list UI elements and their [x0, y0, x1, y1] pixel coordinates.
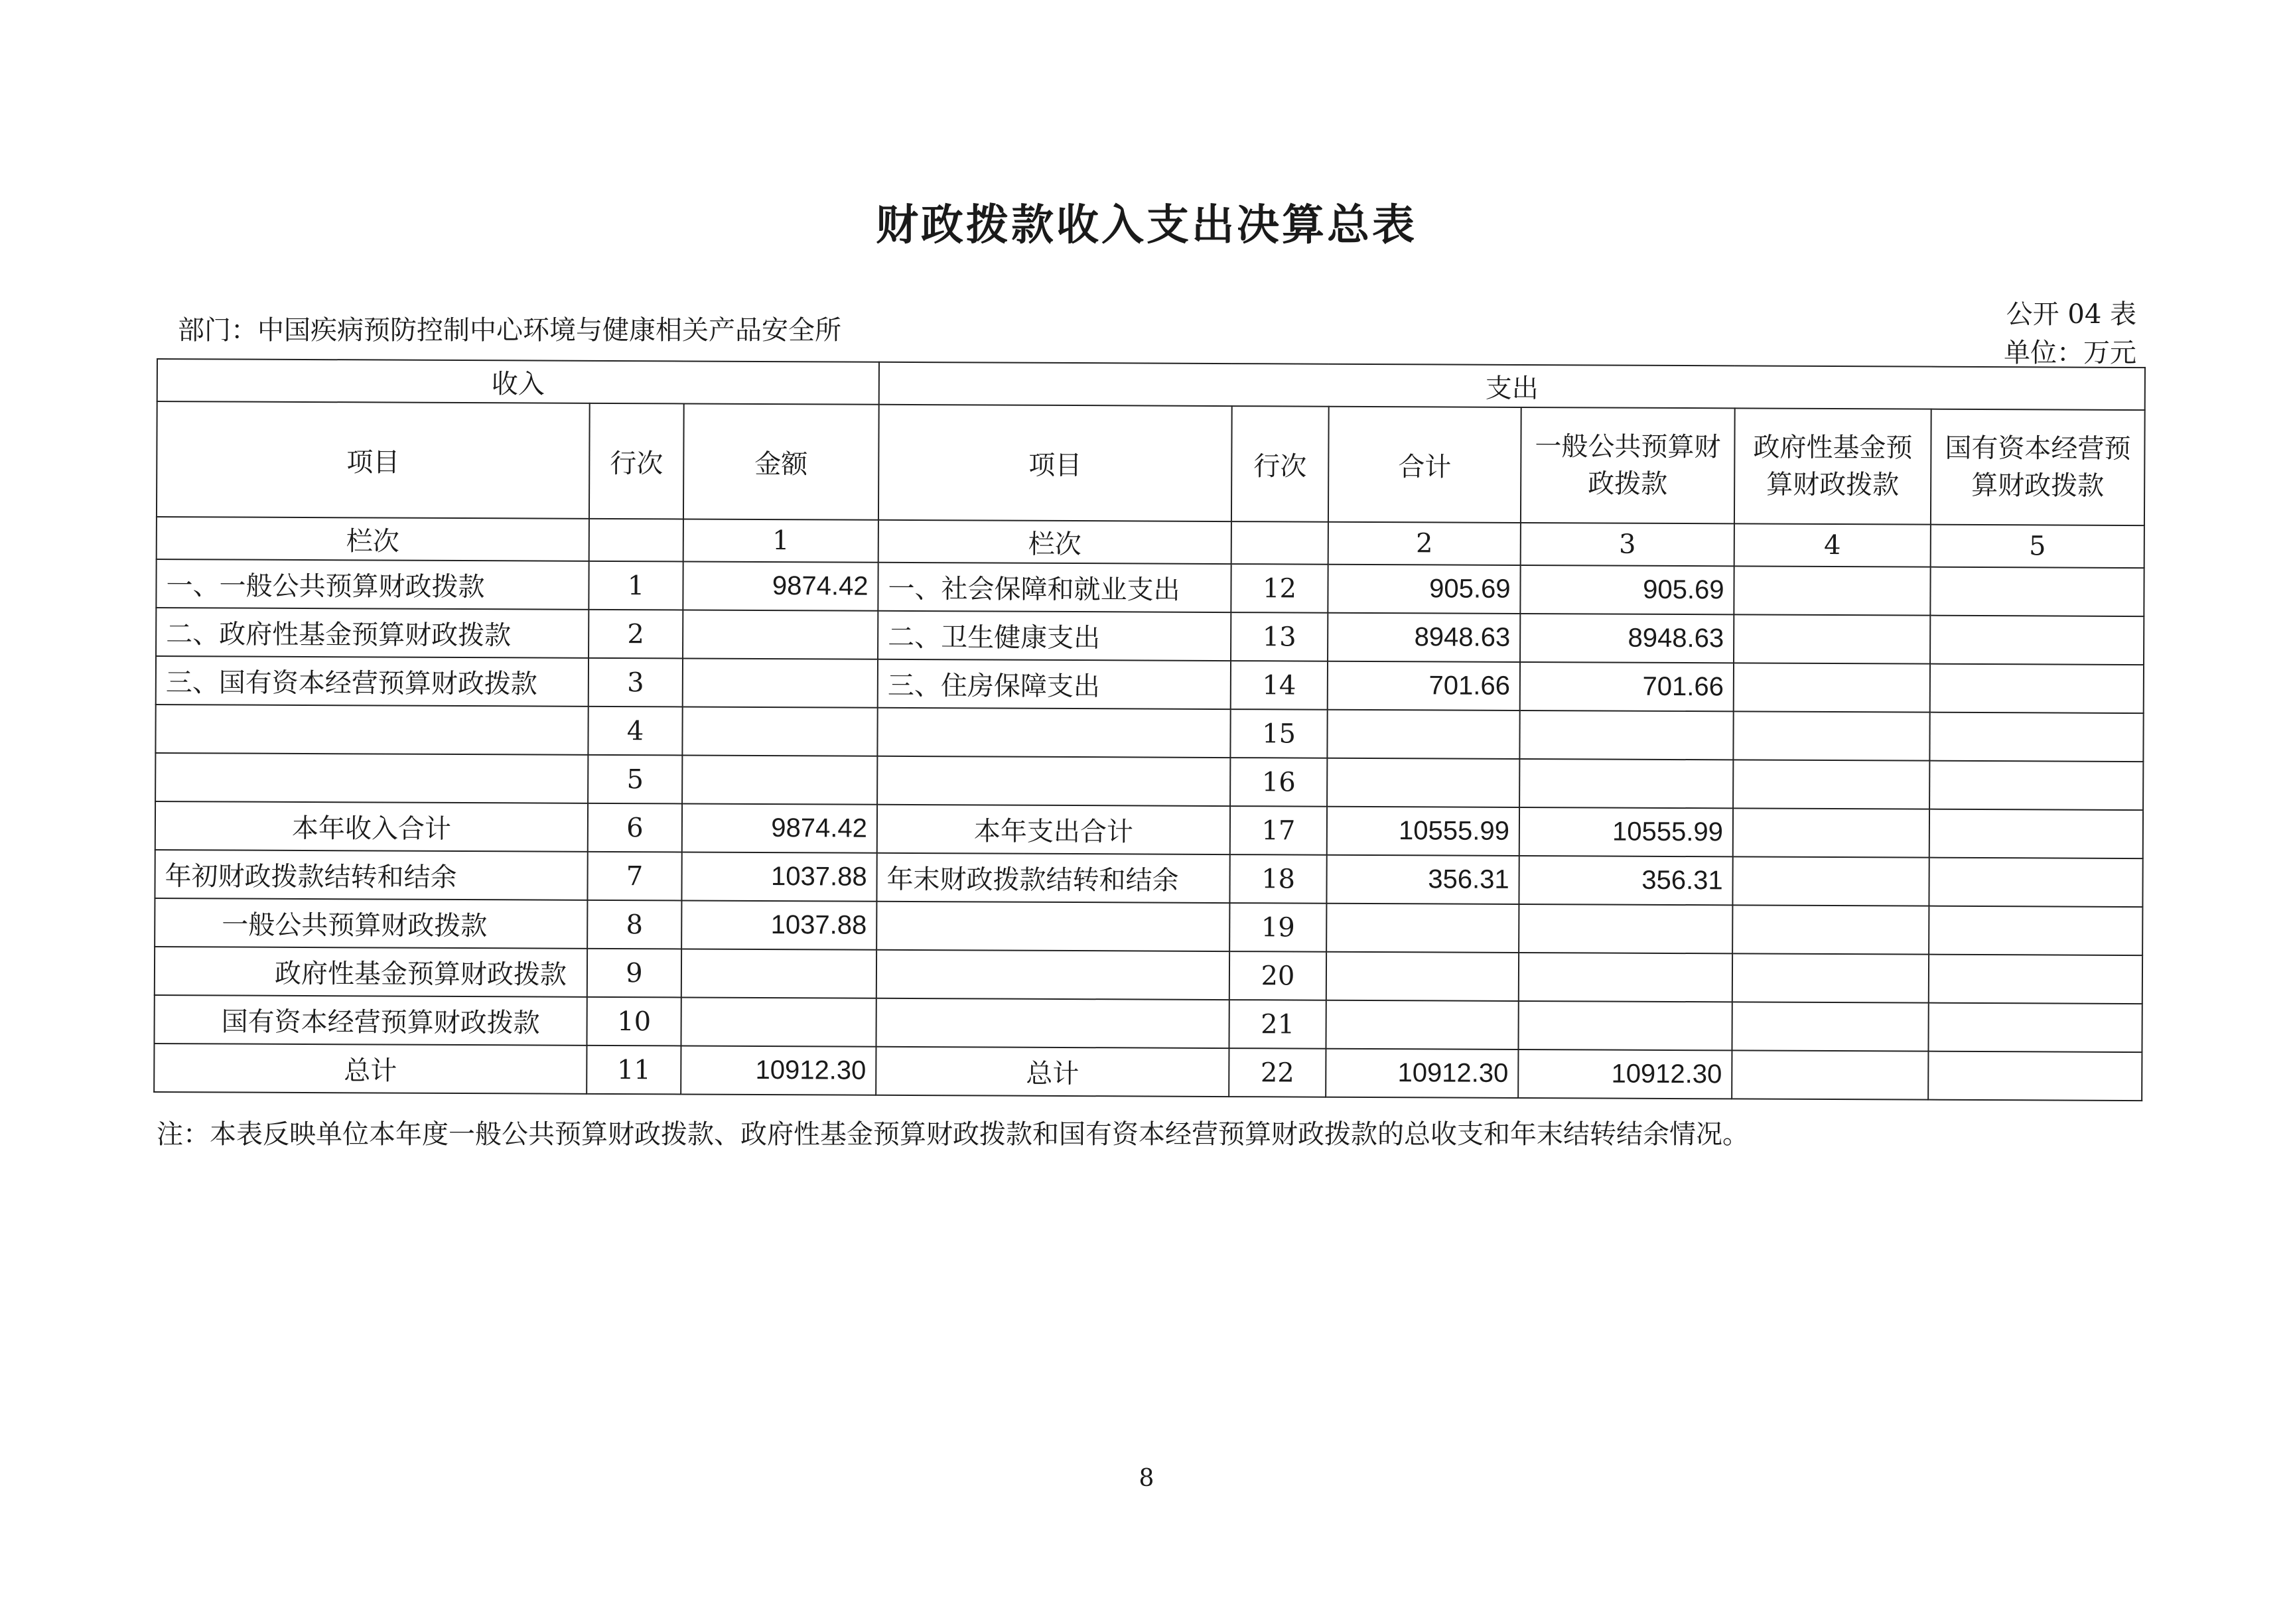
income-item-cell: 三、国有资本经营预算财政拨款	[156, 656, 589, 707]
expense-total-header: 合计	[1328, 407, 1521, 523]
expense-line-cell: 21	[1229, 1000, 1326, 1049]
expense-fund-cell	[1734, 566, 1930, 615]
page-title: 财政拨款收入支出决算总表	[876, 201, 1417, 250]
expense-index-label: 栏次	[878, 520, 1231, 564]
expense-general-header: 一般公共预算财政拨款	[1521, 407, 1735, 523]
expense-item-cell: 本年支出合计	[877, 805, 1230, 854]
income-item-cell: 一、一般公共预算财政拨款	[156, 559, 589, 610]
expense-line-cell: 14	[1231, 661, 1328, 710]
expense-general-cell	[1519, 953, 1732, 1002]
expense-line-cell: 20	[1229, 951, 1326, 1000]
income-line-cell: 8	[587, 900, 681, 949]
expense-total-cell: 701.66	[1328, 661, 1520, 710]
income-item-cell: 一般公共预算财政拨款	[155, 898, 587, 949]
income-index-label: 栏次	[157, 517, 589, 561]
expense-total-cell: 8948.63	[1328, 613, 1520, 662]
expense-fund-cell	[1734, 614, 1930, 663]
income-item-header: 项目	[157, 401, 590, 519]
expense-total-cell	[1326, 1000, 1519, 1049]
income-line-cell: 7	[587, 852, 681, 901]
income-amount-cell	[681, 949, 876, 998]
table-row	[155, 898, 2142, 955]
expense-state-cell	[1928, 1003, 2142, 1052]
income-amount-cell: 1037.88	[681, 900, 876, 949]
table-row	[155, 850, 2142, 907]
expense-total-cell: 10912.30	[1326, 1049, 1518, 1098]
expense-item-cell	[876, 998, 1229, 1048]
expense-general-cell: 701.66	[1520, 662, 1734, 711]
unit-label: 单位：万元	[2004, 338, 2136, 368]
expense-state-cell	[1929, 955, 2142, 1004]
table-row	[156, 656, 2144, 713]
expense-general-cell: 356.31	[1519, 856, 1732, 905]
expense-state-cell	[1929, 712, 2143, 762]
expense-general-cell: 10555.99	[1519, 807, 1733, 856]
income-item-cell: 总计	[154, 1044, 587, 1094]
expense-state-header: 国有资本经营预算财政拨款	[1931, 409, 2145, 525]
index-2: 2	[1328, 522, 1521, 565]
expense-line-cell: 12	[1231, 564, 1328, 613]
income-line-cell: 3	[589, 658, 683, 707]
income-line-cell: 2	[589, 610, 683, 659]
expense-state-cell	[1930, 664, 2144, 713]
income-item-cell: 政府性基金预算财政拨款	[155, 947, 587, 997]
income-amount-cell	[682, 755, 877, 804]
expense-fund-cell	[1732, 1002, 1929, 1051]
expense-index-blank	[1231, 521, 1328, 565]
expense-state-cell	[1929, 858, 2142, 907]
expense-section-header: 支出	[879, 362, 2145, 410]
income-line-cell: 10	[587, 997, 681, 1046]
expense-line-cell: 18	[1229, 854, 1326, 904]
footnote: 注：本表反映单位本年度一般公共预算财政拨款、政府性基金预算财政拨款和国有资本经营预算财政拨款的总收支和年末结转结余情况。	[157, 1119, 1749, 1150]
form-number: 公开 04 表	[2006, 299, 2136, 330]
income-amount-cell: 9874.42	[682, 803, 877, 852]
page-number: 8	[1139, 1465, 1154, 1492]
expense-total-cell: 10555.99	[1327, 807, 1519, 856]
income-amount-cell	[683, 610, 878, 659]
income-amount-cell: 9874.42	[683, 561, 878, 610]
index-3: 3	[1521, 523, 1734, 566]
expense-line-cell: 13	[1231, 612, 1328, 661]
expense-line-cell: 15	[1230, 709, 1327, 758]
expense-general-cell: 10912.30	[1518, 1049, 1732, 1099]
income-line-cell: 5	[588, 755, 682, 804]
expense-item-cell: 三、住房保障支出	[878, 659, 1231, 709]
expense-fund-cell	[1732, 905, 1929, 954]
table-row	[155, 947, 2142, 1004]
income-item-cell: 国有资本经营预算财政拨款	[154, 995, 587, 1046]
expense-fund-header: 政府性基金预算财政拨款	[1734, 408, 1931, 524]
expense-total-cell	[1326, 904, 1519, 953]
expense-line-cell: 17	[1230, 806, 1327, 855]
income-amount-cell: 1037.88	[681, 852, 876, 901]
income-item-cell: 二、政府性基金预算财政拨款	[156, 608, 589, 658]
expense-general-cell	[1519, 710, 1733, 760]
table-row	[155, 705, 2143, 762]
expense-line-header: 行次	[1231, 406, 1329, 522]
expense-state-cell	[1930, 616, 2144, 665]
index-4: 4	[1734, 523, 1931, 567]
income-line-cell: 4	[588, 707, 682, 756]
income-amount-header: 金额	[683, 403, 879, 519]
income-amount-cell: 10912.30	[681, 1046, 876, 1095]
index-5: 5	[1931, 525, 2144, 568]
expense-fund-cell	[1733, 711, 1929, 760]
income-line-cell: 1	[589, 561, 683, 610]
expense-state-cell	[1930, 567, 2144, 616]
expense-total-cell: 356.31	[1326, 855, 1519, 904]
department-label: 部门：中国疾病预防控制中心环境与健康相关产品安全所	[178, 315, 841, 346]
table-row	[155, 801, 2143, 858]
table-row	[154, 1044, 2142, 1101]
expense-fund-cell	[1733, 760, 1929, 809]
expense-fund-cell	[1732, 953, 1929, 1002]
income-amount-cell	[681, 997, 876, 1046]
table-row	[155, 753, 2143, 810]
income-item-cell	[155, 705, 588, 755]
income-amount-cell	[683, 658, 878, 707]
table-row	[156, 608, 2144, 665]
expense-total-cell: 905.69	[1328, 565, 1520, 614]
expense-state-cell	[1928, 1051, 2142, 1101]
expense-item-cell: 一、社会保障和就业支出	[878, 563, 1231, 612]
financial-summary-table	[153, 358, 2146, 1101]
table-row	[156, 559, 2144, 616]
expense-item-cell: 二、卫生健康支出	[878, 611, 1231, 661]
expense-item-cell	[876, 902, 1229, 951]
expense-item-cell	[877, 708, 1230, 758]
expense-item-cell	[877, 756, 1230, 806]
expense-item-cell: 总计	[876, 1047, 1229, 1097]
income-line-cell: 6	[588, 803, 682, 852]
expense-state-cell	[1929, 809, 2143, 858]
expense-item-cell: 年末财政拨款结转和结余	[876, 853, 1229, 903]
expense-line-cell: 19	[1229, 903, 1326, 952]
expense-general-cell: 8948.63	[1520, 614, 1734, 663]
expense-line-cell: 16	[1230, 758, 1327, 807]
income-index-blank	[589, 519, 683, 562]
table-row	[154, 995, 2142, 1052]
income-line-header: 行次	[589, 403, 684, 519]
expense-total-cell	[1327, 758, 1519, 807]
income-line-cell: 9	[587, 949, 681, 998]
expense-general-cell	[1519, 1001, 1732, 1050]
index-1: 1	[683, 519, 878, 562]
income-item-cell	[155, 753, 588, 803]
expense-line-cell: 22	[1229, 1048, 1326, 1097]
expense-item-cell	[876, 950, 1229, 1000]
expense-total-cell	[1326, 952, 1519, 1001]
expense-fund-cell	[1732, 1050, 1928, 1099]
expense-total-cell	[1327, 710, 1519, 759]
expense-state-cell	[1929, 906, 2142, 955]
expense-general-cell	[1519, 759, 1733, 808]
income-line-cell: 11	[587, 1046, 681, 1095]
expense-general-cell	[1519, 904, 1732, 953]
expense-general-cell: 905.69	[1520, 565, 1734, 614]
expense-item-header: 项目	[878, 405, 1232, 521]
income-item-cell: 年初财政拨款结转和结余	[155, 850, 587, 900]
expense-fund-cell	[1734, 663, 1930, 712]
expense-fund-cell	[1732, 856, 1929, 906]
header-row-columns	[157, 401, 2145, 525]
income-section-header: 收入	[157, 359, 879, 405]
expense-fund-cell	[1733, 808, 1929, 857]
expense-state-cell	[1929, 761, 2143, 810]
income-item-cell: 本年收入合计	[155, 801, 588, 852]
income-amount-cell	[682, 707, 877, 756]
